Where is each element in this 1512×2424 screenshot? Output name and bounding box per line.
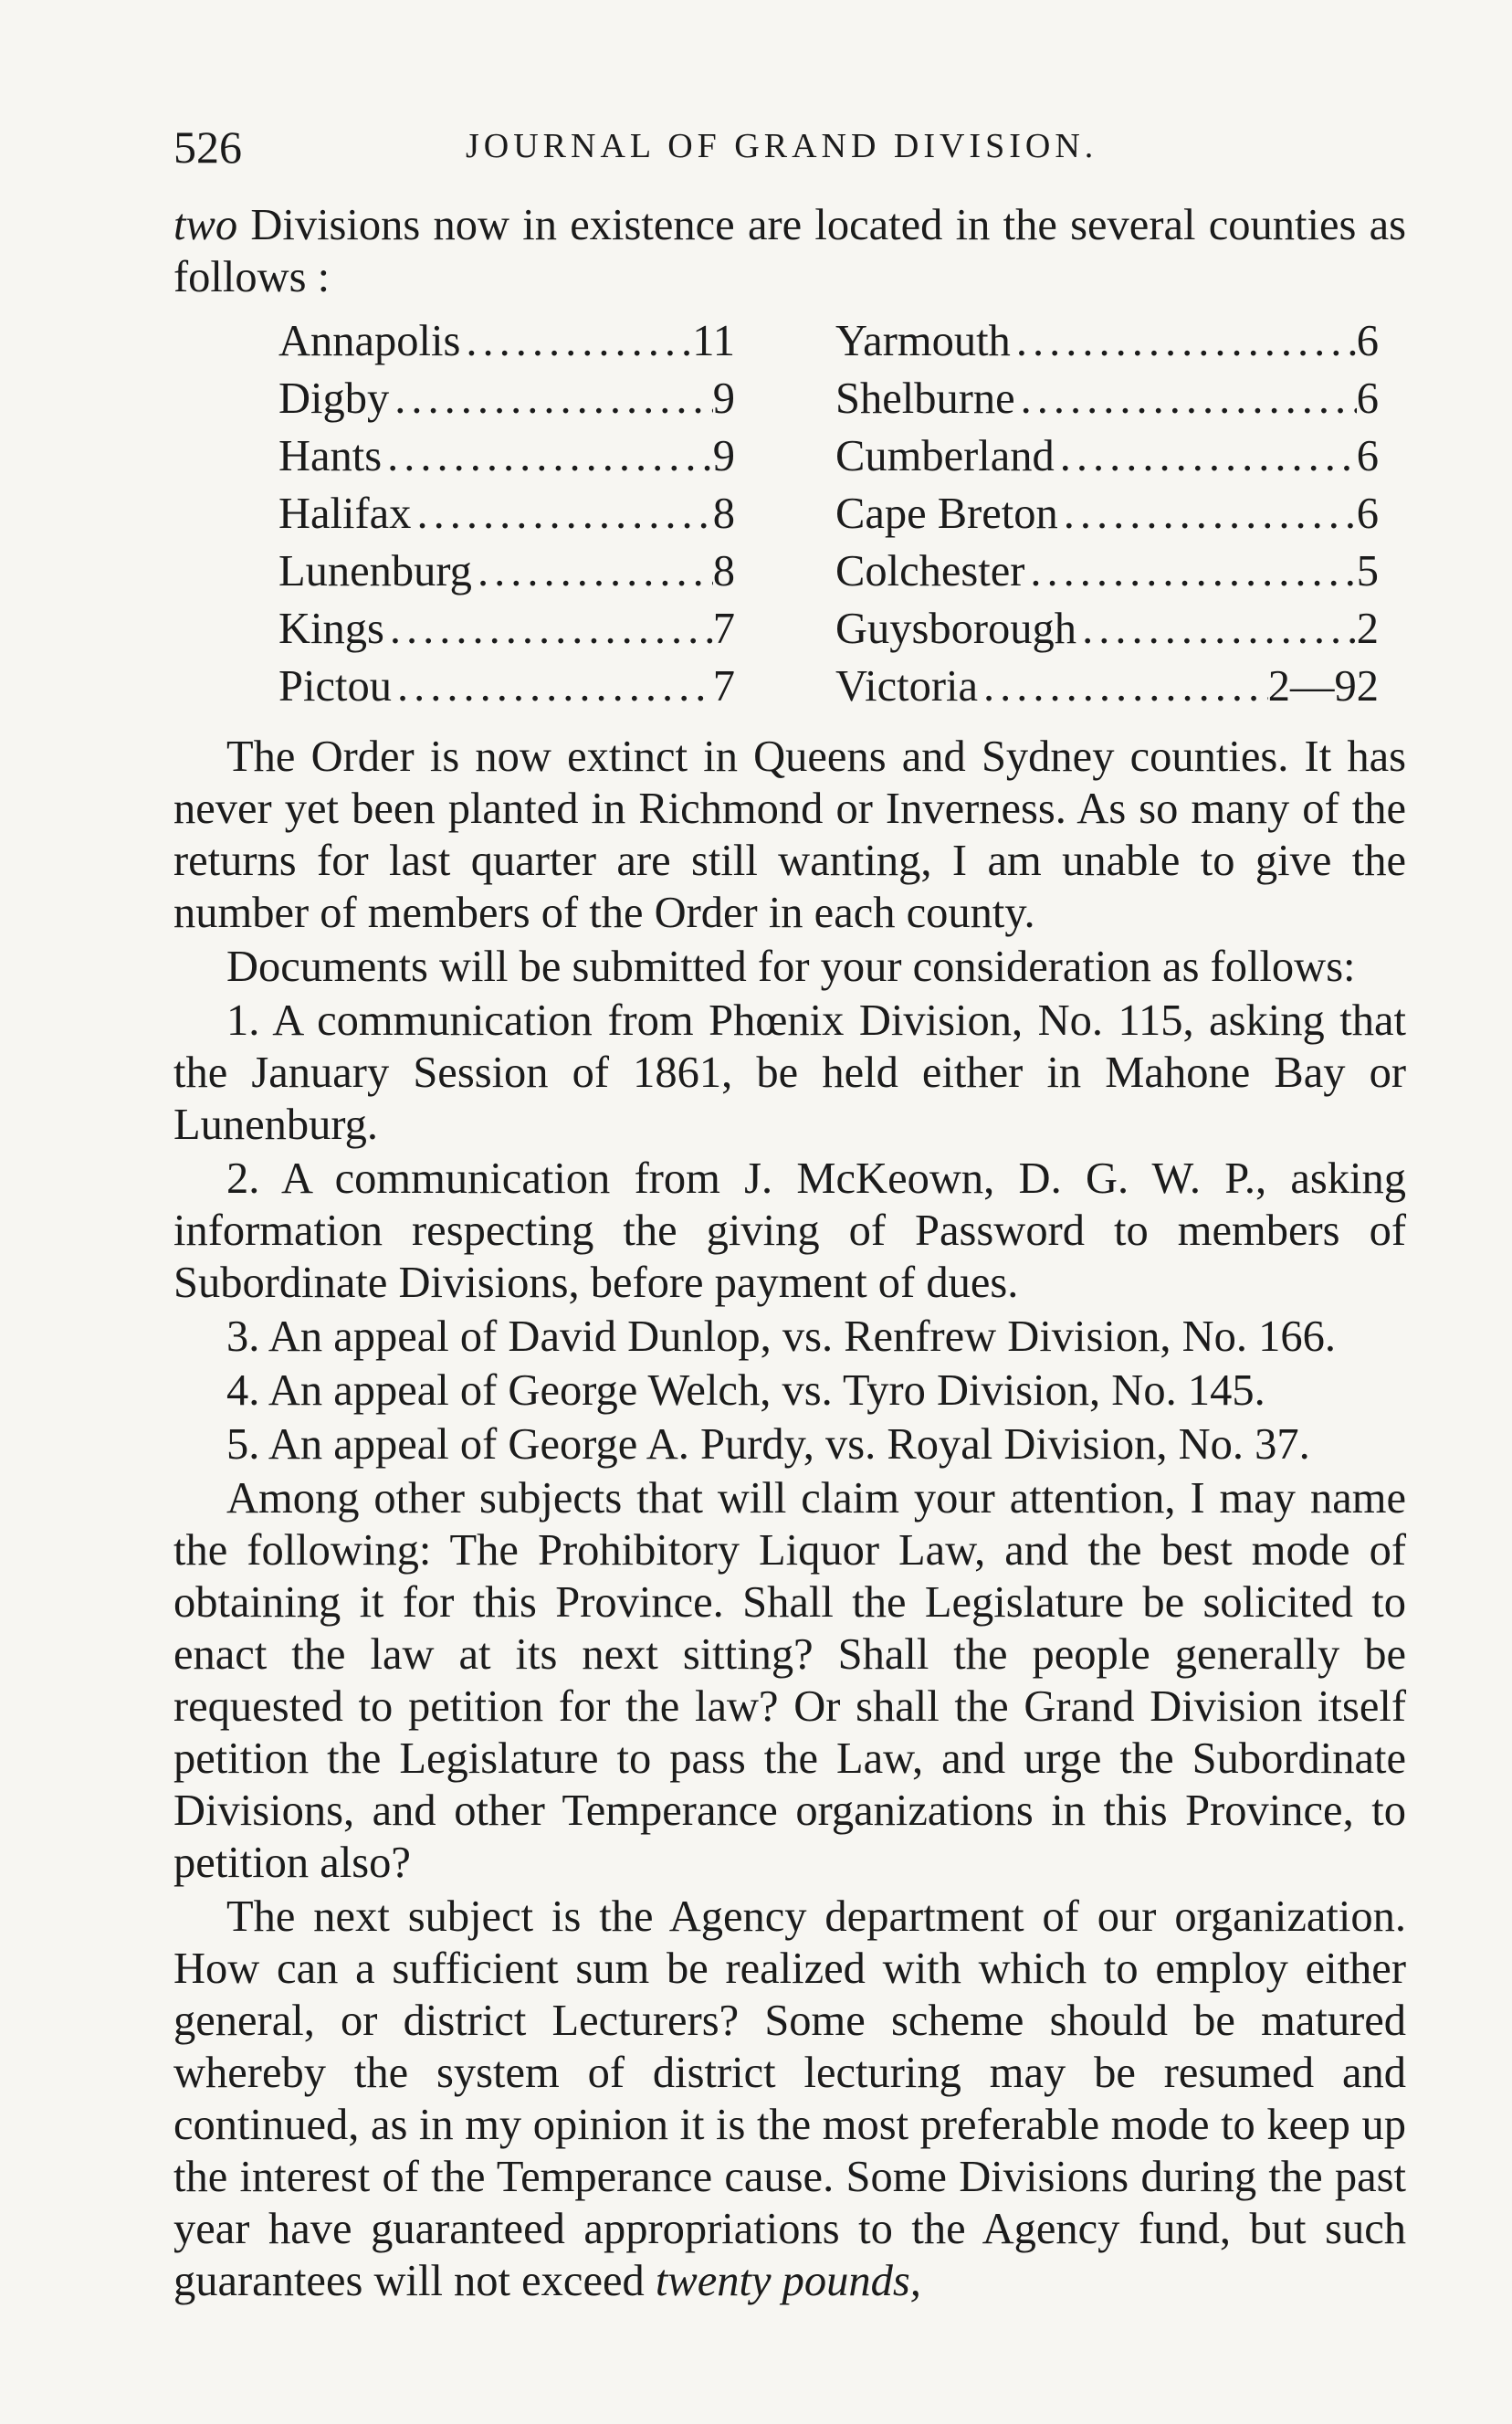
county-count: 8 <box>712 490 735 538</box>
county-row <box>278 427 735 485</box>
county-count: 6 <box>1356 490 1379 538</box>
dot-leader <box>978 658 1268 715</box>
county-name: Yarmouth <box>835 317 1011 365</box>
county-row <box>278 312 735 370</box>
county-name: Guysborough <box>835 605 1077 653</box>
county-name: Hants <box>278 432 383 480</box>
dot-leader <box>460 312 692 370</box>
document-item-1: 1. A communication from Phœnix Division, No. 115, asking that the January Session of 1861, be held either in Mahone Bay or Lunenburg. <box>173 996 1406 1149</box>
document-item-3: 3. An appeal of David Dunlop, vs. Renfrew Division, No. 166. <box>226 1312 1337 1361</box>
county-row <box>835 600 1379 658</box>
county-row <box>278 543 735 600</box>
dot-leader <box>1015 370 1357 427</box>
county-column-left <box>278 312 735 715</box>
dot-leader <box>1055 427 1357 485</box>
county-total: —92 <box>1290 662 1379 711</box>
county-count: 2 <box>1356 605 1379 653</box>
county-row <box>835 485 1379 543</box>
dot-leader <box>472 543 713 600</box>
county-row <box>278 370 735 427</box>
county-row <box>278 600 735 658</box>
county-table <box>173 312 1406 722</box>
dot-leader <box>384 600 713 658</box>
county-row <box>835 543 1379 600</box>
dot-leader <box>392 658 713 715</box>
county-name: Cumberland <box>835 432 1055 480</box>
dot-leader <box>411 485 712 543</box>
paragraph-subjects: Among other subjects that will claim your attention, I may name the following: The Prohibitory Liquor Law, and the best mode of obtaining it for this Province. Shall the Legislature be solicited to enact the law at its next sitting? Shall the people generally be requested to petition for the law? Or shall the Grand Division itself petition the Legislature to pass the Law, and urge the Subordinate Divisions, and other Temperance organizations in this Province, to petition also? <box>173 1474 1406 1887</box>
dot-leader <box>1024 543 1356 600</box>
page-number: 526 <box>173 121 242 173</box>
body-text <box>173 199 1406 2307</box>
county-count: 2 <box>1267 662 1290 711</box>
county-name: Halifax <box>278 490 412 538</box>
county-count: 6 <box>1356 317 1379 365</box>
paragraph-documents: Documents will be submitted for your consideration as follows: <box>226 943 1356 991</box>
county-count: 9 <box>712 374 735 423</box>
document-item-4: 4. An appeal of George Welch, vs. Tyro Division, No. 145. <box>226 1366 1265 1415</box>
county-row <box>835 370 1379 427</box>
county-name: Shelburne <box>835 374 1015 423</box>
dot-leader <box>1076 600 1357 658</box>
agency-text: The next subject is the Agency department of our organization. How can a sufficient sum be realized with which to employ either general, or district Lecturers? Some scheme should be matured whereby the system of district lecturing may be resumed and continued, as in my opinion it is the most preferable mode to keep up the interest of the Temperance cause. Some Divisions during the past year have guaranteed appropriations to the Agency fund, but such guarantees will not exceed <box>173 1892 1406 2305</box>
page-header <box>173 121 1406 175</box>
document-item-2: 2. A communication from J. McKeown, D. G. W. P., asking information respecting the giving of Password to members of Subordinate Divisions, before payment of dues. <box>173 1154 1406 1307</box>
document-item-5: 5. An appeal of George A. Purdy, vs. Royal Division, No. 37. <box>226 1420 1310 1469</box>
county-row <box>278 485 735 543</box>
county-count: 7 <box>712 662 735 711</box>
dot-leader <box>1011 312 1357 370</box>
intro-italic-word: two <box>173 201 238 249</box>
dot-leader <box>382 427 713 485</box>
paragraph-agency <box>173 1891 1406 2307</box>
county-count: 7 <box>712 605 735 653</box>
dot-leader <box>389 370 713 427</box>
paragraph-extinct: The Order is now extinct in Queens and Sydney counties. It has never yet been planted in Richmond or Inverness. As so many of the returns for last quarter are still wanting, I am unable to give the number of members of the Order in each county. <box>173 732 1406 937</box>
county-count: 9 <box>712 432 735 480</box>
county-name: Digby <box>278 374 390 423</box>
county-name: Victoria <box>835 662 978 711</box>
county-name: Lunenburg <box>278 547 472 595</box>
county-row <box>835 427 1379 485</box>
county-count: 11 <box>692 317 735 365</box>
county-count: 6 <box>1356 432 1379 480</box>
county-count: 8 <box>712 547 735 595</box>
county-count: 6 <box>1356 374 1379 423</box>
county-column-right <box>835 312 1379 715</box>
county-row <box>835 658 1379 715</box>
county-name: Pictou <box>278 662 392 711</box>
running-title: JOURNAL OF GRAND DIVISION. <box>466 127 1098 165</box>
county-row <box>278 658 735 715</box>
county-name: Cape Breton <box>835 490 1058 538</box>
county-name: Kings <box>278 605 384 653</box>
county-name: Colchester <box>835 547 1025 595</box>
county-count: 5 <box>1356 547 1379 595</box>
county-row <box>835 312 1379 370</box>
intro-paragraph <box>173 199 1406 303</box>
dot-leader <box>1058 485 1357 543</box>
agency-italic: twenty pounds, <box>655 2257 921 2305</box>
intro-text: Divisions now in existence are located in the several counties as follows : <box>173 201 1406 301</box>
county-name: Annapolis <box>278 317 461 365</box>
